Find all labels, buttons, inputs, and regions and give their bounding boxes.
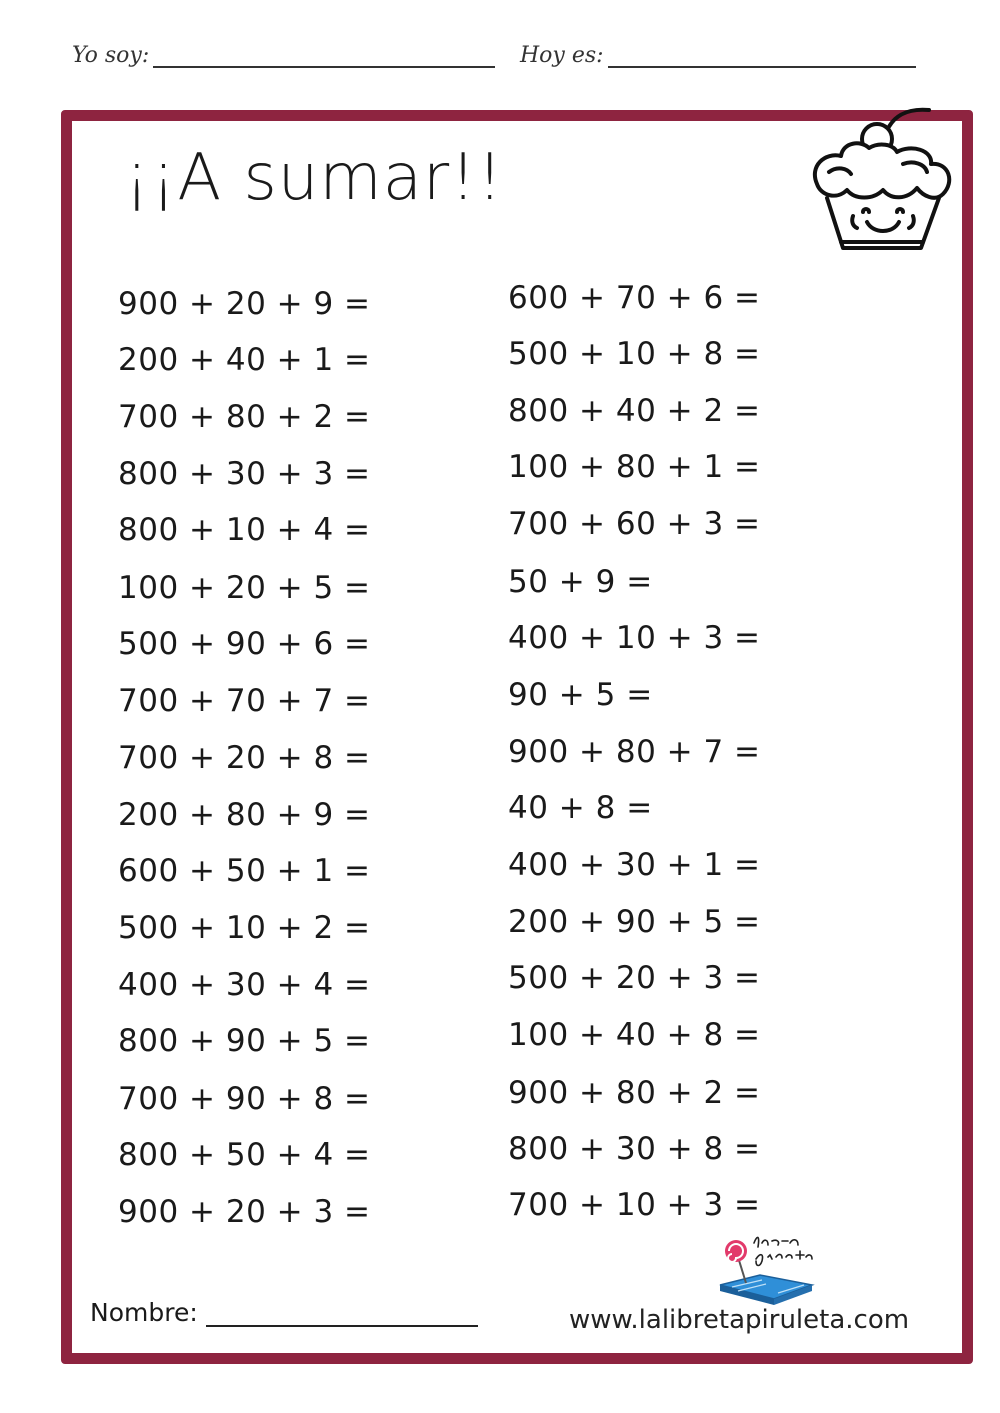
sum-item: 500 + 90 + 6 = bbox=[118, 626, 371, 662]
worksheet-title: ¡¡A sumar!! bbox=[124, 141, 504, 215]
sum-item: 400 + 10 + 3 = bbox=[508, 620, 761, 656]
sum-item: 800 + 30 + 3 = bbox=[118, 456, 371, 492]
hoy-es-line[interactable] bbox=[608, 40, 916, 68]
sum-item: 600 + 50 + 1 = bbox=[118, 853, 371, 889]
sum-item: 700 + 70 + 7 = bbox=[118, 683, 371, 719]
sum-item: 800 + 10 + 4 = bbox=[118, 512, 371, 548]
hoy-es-field[interactable] bbox=[520, 40, 916, 68]
worksheet-frame bbox=[61, 110, 973, 1364]
sum-item: 400 + 30 + 1 = bbox=[508, 847, 761, 883]
sum-item: 800 + 90 + 5 = bbox=[118, 1023, 371, 1059]
sum-item: 500 + 20 + 3 = bbox=[508, 960, 761, 996]
sum-item: 90 + 5 = bbox=[508, 677, 653, 713]
sum-item: 100 + 40 + 8 = bbox=[508, 1017, 761, 1053]
lollipop-book-logo bbox=[712, 1233, 822, 1308]
sum-item: 40 + 8 = bbox=[508, 790, 653, 826]
nombre-field[interactable] bbox=[90, 1298, 478, 1327]
sum-item: 500 + 10 + 2 = bbox=[118, 910, 371, 946]
sum-item: 200 + 80 + 9 = bbox=[118, 797, 371, 833]
sum-item: 400 + 30 + 4 = bbox=[118, 967, 371, 1003]
sum-item: 700 + 80 + 2 = bbox=[118, 399, 371, 435]
sum-item: 500 + 10 + 8 = bbox=[508, 336, 761, 372]
sum-item: 800 + 50 + 4 = bbox=[118, 1137, 371, 1173]
yo-soy-field[interactable] bbox=[72, 40, 495, 68]
hoy-es-label: Hoy es: bbox=[520, 43, 604, 68]
sum-item: 700 + 90 + 8 = bbox=[118, 1081, 371, 1117]
yo-soy-label: Yo soy: bbox=[72, 43, 150, 68]
sum-item: 700 + 20 + 8 = bbox=[118, 740, 371, 776]
sum-item: 900 + 20 + 9 = bbox=[118, 286, 371, 322]
sum-item: 800 + 40 + 2 = bbox=[508, 393, 761, 429]
sum-item: 700 + 10 + 3 = bbox=[508, 1187, 761, 1223]
sum-item: 700 + 60 + 3 = bbox=[508, 506, 761, 542]
sum-item: 900 + 20 + 3 = bbox=[118, 1194, 371, 1230]
nombre-line[interactable] bbox=[206, 1299, 478, 1327]
sum-item: 100 + 20 + 5 = bbox=[118, 570, 371, 606]
sum-item: 100 + 80 + 1 = bbox=[508, 449, 761, 485]
sum-item: 600 + 70 + 6 = bbox=[508, 280, 761, 316]
cupcake-icon bbox=[807, 96, 957, 256]
sum-item: 200 + 90 + 5 = bbox=[508, 904, 761, 940]
sum-item: 200 + 40 + 1 = bbox=[118, 342, 371, 378]
sum-item: 800 + 30 + 8 = bbox=[508, 1131, 761, 1167]
nombre-label: Nombre: bbox=[90, 1298, 198, 1327]
sum-item: 50 + 9 = bbox=[508, 564, 653, 600]
website-link[interactable]: www.lalibretapiruleta.com bbox=[569, 1305, 910, 1335]
sum-item: 900 + 80 + 7 = bbox=[508, 734, 761, 770]
sum-item: 900 + 80 + 2 = bbox=[508, 1075, 761, 1111]
yo-soy-line[interactable] bbox=[153, 40, 495, 68]
